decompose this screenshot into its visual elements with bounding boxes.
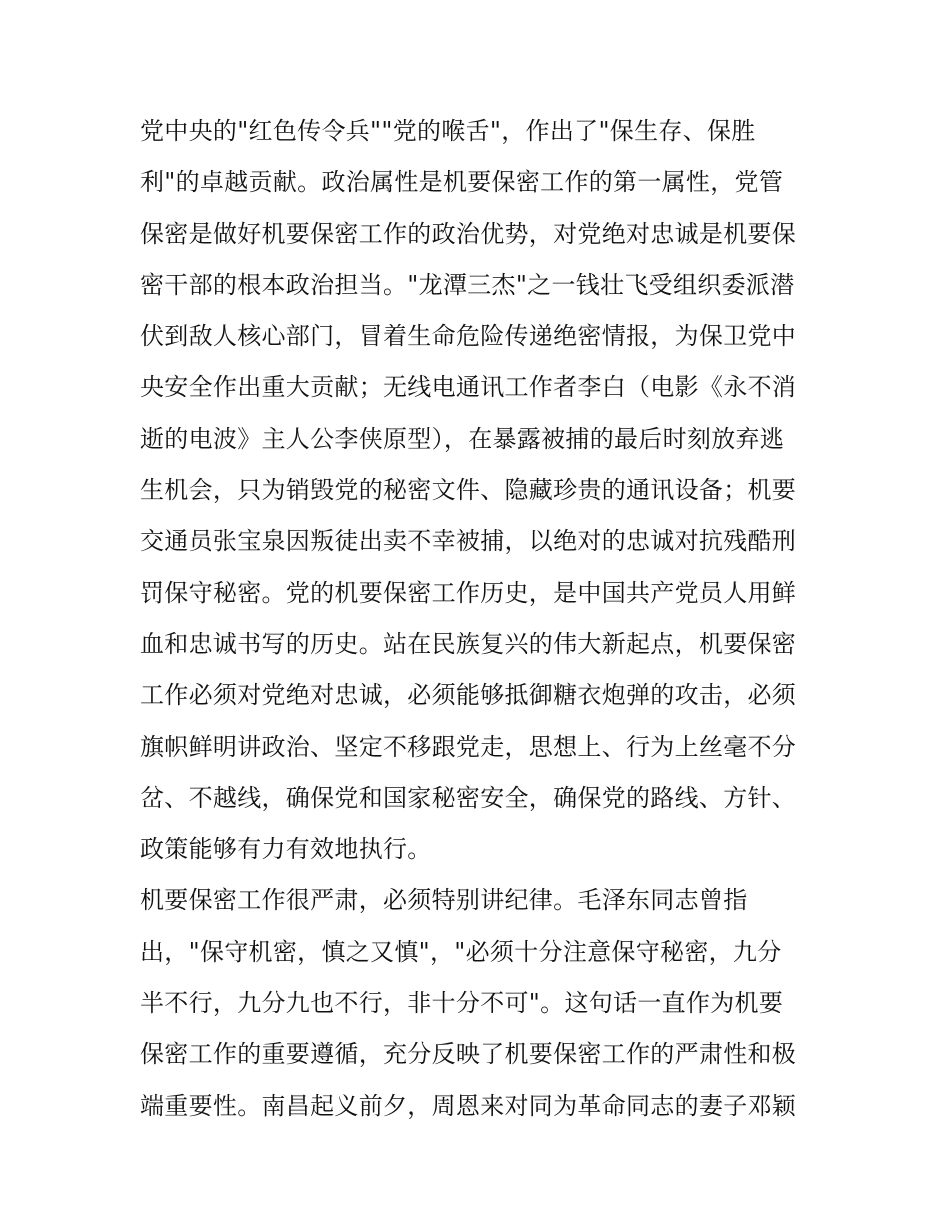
text-line: 政策能够有力有效地执行。 [140,835,432,864]
text-line: 机要保密工作很严肃，必须特别讲纪律。毛泽东同志曾指 [140,886,748,915]
text-line: 利"的卓越贡献。政治属性是机要保密工作的第一属性，党管 [140,168,784,197]
text-line: 罚保守秘密。党的机要保密工作历史，是中国共产党员人用鲜 [140,578,797,607]
text-line: 半不行，九分九也不行，非十分不可"。这句话一直作为机要 [140,989,784,1018]
text-line: 保密是做好机要保密工作的政治优势，对党绝对忠诚是机要保 [140,219,797,248]
text-line: 央安全作出重大贡献；无线电通讯工作者李白（电影《永不消 [140,373,797,402]
text-line: 密干部的根本政治担当。"龙潭三杰"之一钱壮飞受组织委派潜 [140,270,795,299]
text-line: 血和忠诚书写的历史。站在民族复兴的伟大新起点，机要保密 [140,629,797,658]
body-text [140,106,830,1132]
text-line: 党中央的"红色传令兵""党的喉舌"，作出了"保生存、保胜 [140,117,756,145]
text-line: 逝的电波》主人公李侠原型），在暴露被捕的最后时刻放弃逃 [140,424,785,453]
text-line: 出，"保守机密，慎之又慎"，"必须十分注意保守秘密，九分 [140,937,782,966]
text-line: 端重要性。南昌起义前夕，周恩来对同为革命同志的妻子邓颖 [140,1091,797,1120]
text-line: 旗帜鲜明讲政治、坚定不移跟党走，思想上、行为上丝毫不分 [140,732,797,761]
text-line: 伏到敌人核心部门，冒着生命危险传递绝密情报，为保卫党中 [140,322,797,351]
text-line: 保密工作的重要遵循，充分反映了机要保密工作的严肃性和极 [140,1040,797,1069]
text-line: 交通员张宝泉因叛徒出卖不幸被捕，以绝对的忠诚对抗残酷刑 [140,527,797,556]
text-line: 生机会，只为销毁党的秘密文件、隐藏珍贵的通讯设备；机要 [140,476,797,505]
text-line: 工作必须对党绝对忠诚，必须能够抵御糖衣炮弹的攻击，必须 [140,681,797,710]
text-line: 岔、不越线，确保党和国家秘密安全，确保党的路线、方针、 [140,783,797,812]
